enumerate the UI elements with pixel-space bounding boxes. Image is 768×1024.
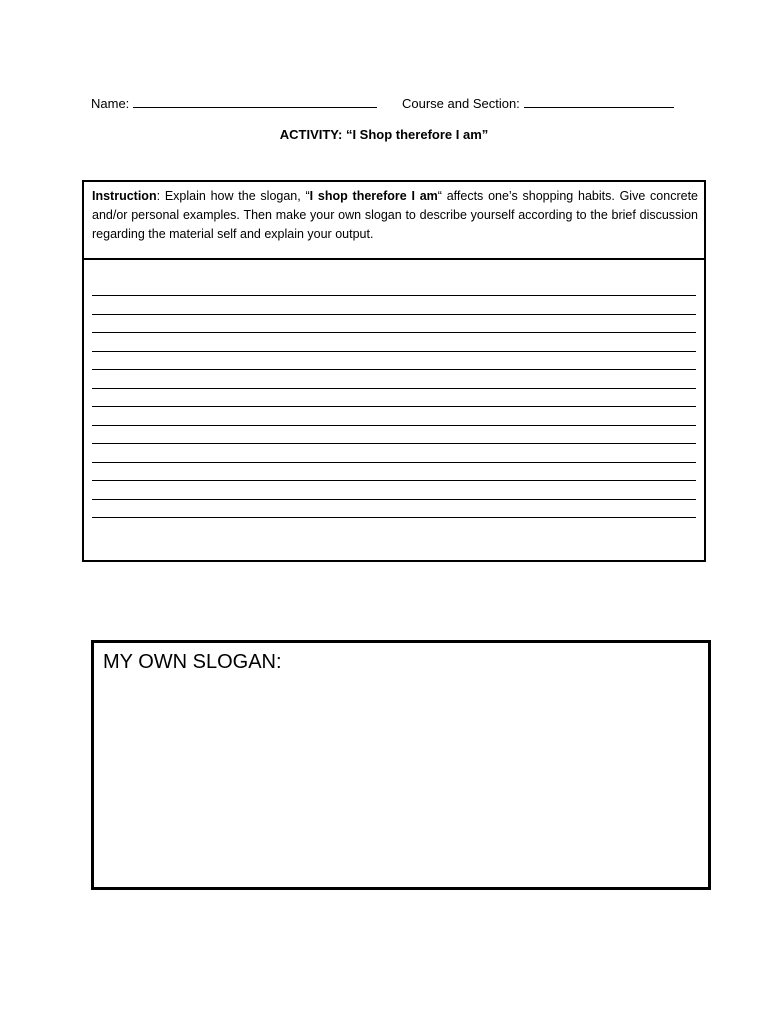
my-own-slogan-box[interactable] — [91, 640, 711, 890]
instruction-text — [92, 187, 698, 244]
answer-line[interactable] — [92, 315, 696, 334]
activity-title-prefix: ACTIVITY: — [279, 127, 343, 142]
answer-line[interactable] — [92, 370, 696, 389]
instruction-divider — [84, 258, 704, 260]
answer-line[interactable] — [92, 352, 696, 371]
answer-line[interactable] — [92, 444, 696, 463]
answer-line[interactable] — [92, 407, 696, 426]
instruction-text-after: “ affects one’s shopping habits. Give concrete and/or personal examples. Then make your own slogan to describe yourself according to the brief discussion regarding the material self and explain your output. — [92, 189, 698, 241]
answer-line[interactable] — [92, 333, 696, 352]
answer-line[interactable] — [92, 481, 696, 500]
instruction-label: Instruction — [92, 189, 157, 203]
instruction-box — [82, 180, 706, 562]
name-label: Name: — [91, 96, 130, 111]
instruction-text-before: : Explain how the slogan, “ — [156, 189, 310, 203]
header-fields — [91, 94, 520, 111]
activity-title — [0, 127, 768, 142]
answer-lines[interactable] — [92, 295, 696, 518]
course-section-input-line[interactable] — [524, 94, 674, 108]
answer-line[interactable] — [92, 463, 696, 482]
course-section-field — [402, 94, 674, 111]
answer-line[interactable] — [92, 296, 696, 315]
instruction-slogan: I shop therefore I am — [309, 189, 438, 203]
name-input-line[interactable] — [133, 94, 377, 108]
course-section-label: Course and Section: — [402, 96, 520, 111]
answer-line[interactable] — [92, 426, 696, 445]
activity-title-quote: “I Shop therefore I am” — [345, 127, 489, 142]
answer-line[interactable] — [92, 500, 696, 519]
slogan-title: MY OWN SLOGAN: — [103, 651, 282, 673]
answer-line[interactable] — [92, 389, 696, 408]
